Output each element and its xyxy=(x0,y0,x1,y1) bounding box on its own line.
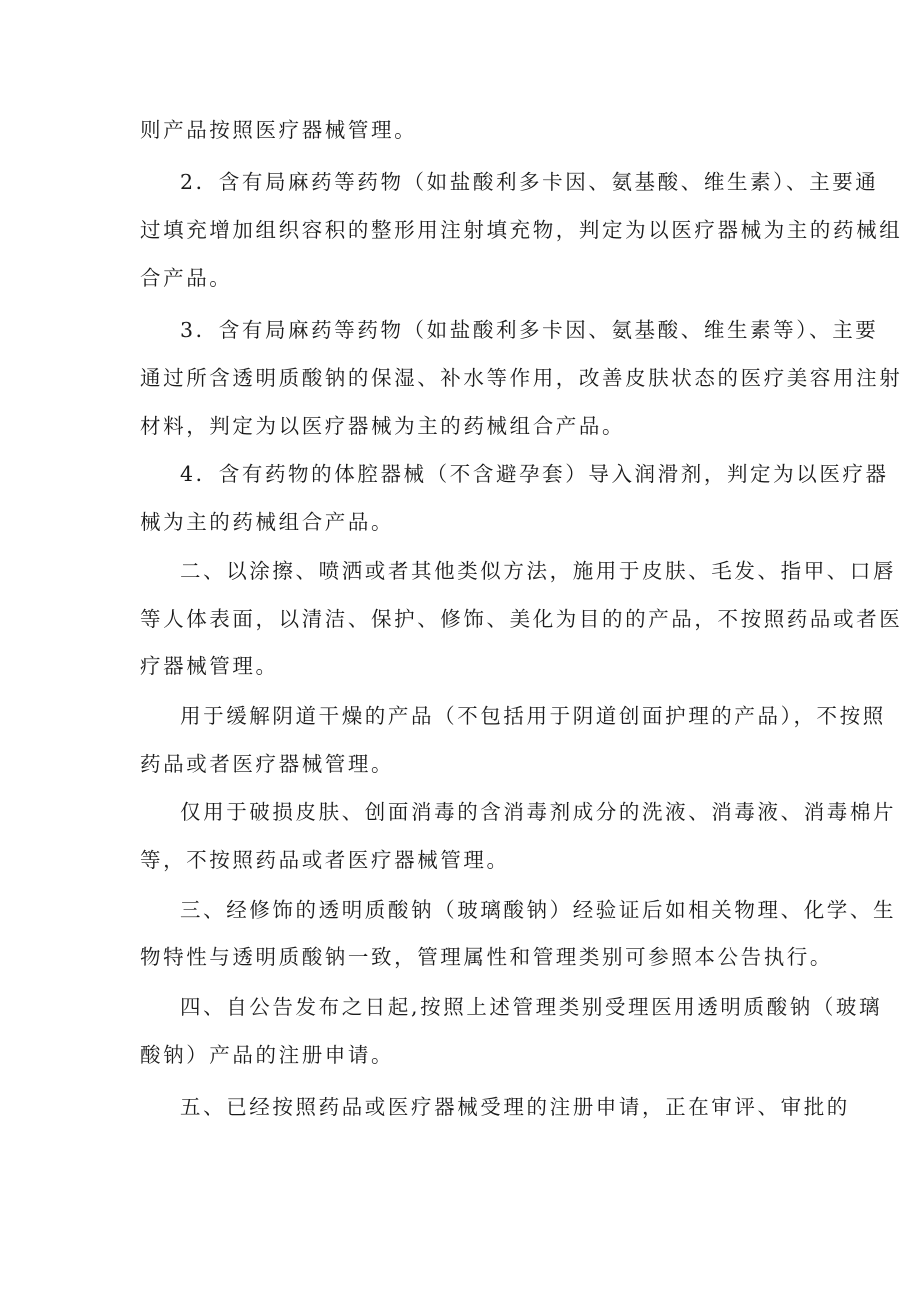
text-line: 合产品。 xyxy=(140,266,233,290)
text-line: 仅用于破损皮肤、创面消毒的含消毒剂成分的洗液、消毒液、消毒棉片 xyxy=(180,800,897,824)
text-line: 械为主的药械组合产品。 xyxy=(140,510,395,534)
text-line: 药品或者医疗器械管理。 xyxy=(140,752,395,776)
text-line: 4．含有药物的体腔器械（不含避孕套）导入润滑剂，判定为以医疗器 xyxy=(180,462,889,486)
text-line: 用于缓解阴道干燥的产品（不包括用于阴道创面护理的产品），不按照 xyxy=(180,704,886,728)
text-line: 则产品按照医疗器械管理。 xyxy=(140,118,418,142)
text-line: 二、以涂擦、喷洒或者其他类似方法，施用于皮肤、毛发、指甲、口唇 xyxy=(180,559,897,583)
text-line: 五、已经按照药品或医疗器械受理的注册申请，正在审评、审批的 xyxy=(180,1095,850,1119)
text-line: 酸钠）产品的注册申请。 xyxy=(140,1043,395,1067)
text-line: 2．含有局麻药等药物（如盐酸利多卡因、氨基酸、维生素）、主要通 xyxy=(180,170,879,194)
text-line: 通过所含透明质酸钠的保湿、补水等作用，改善皮肤状态的医疗美容用注射 xyxy=(140,366,903,390)
text-line: 物特性与透明质酸钠一致，管理属性和管理类别可参照本公告执行。 xyxy=(140,945,833,969)
text-line: 四、自公告发布之日起,按照上述管理类别受理医用透明质酸钠（玻璃 xyxy=(180,995,883,1019)
text-line: 疗器械管理。 xyxy=(140,654,279,678)
text-line: 等，不按照药品或者医疗器械管理。 xyxy=(140,848,510,872)
text-line: 材料，判定为以医疗器械为主的药械组合产品。 xyxy=(140,414,626,438)
text-line: 三、经修饰的透明质酸钠（玻璃酸钠）经验证后如相关物理、化学、生 xyxy=(180,898,897,922)
text-line: 过填充增加组织容积的整形用注射填充物，判定为以医疗器械为主的药械组 xyxy=(140,218,903,242)
text-line: 等人体表面，以清洁、保护、修饰、美化为目的的产品，不按照药品或者医 xyxy=(140,607,903,631)
text-line: 3．含有局麻药等药物（如盐酸利多卡因、氨基酸、维生素等）、主要 xyxy=(180,318,879,342)
